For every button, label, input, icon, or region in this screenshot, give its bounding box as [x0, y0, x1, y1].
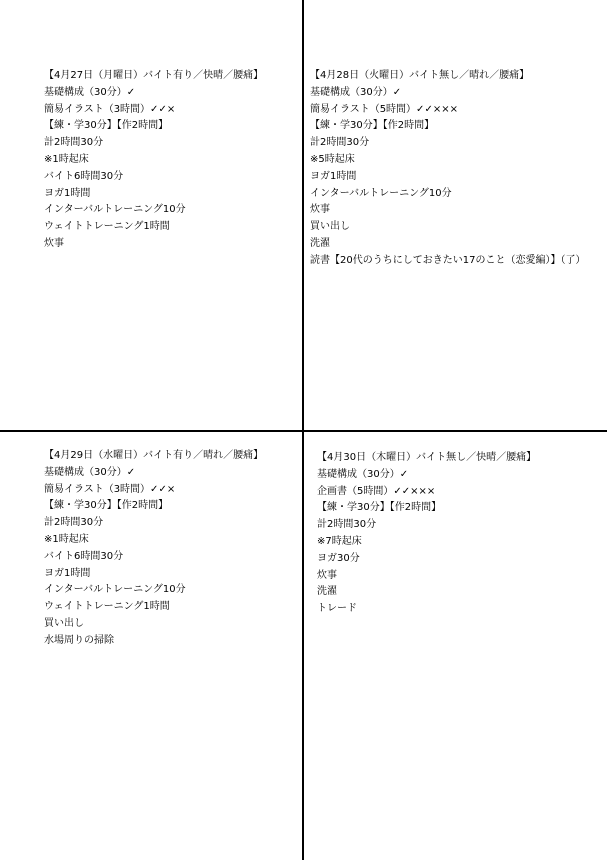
- log-line: ヨガ1時間: [44, 567, 91, 579]
- log-line: 【練・学30分】【作2時間】: [44, 120, 169, 132]
- log-line: ※1時起床: [44, 533, 89, 545]
- log-line: 炊事: [317, 569, 337, 581]
- log-line: ※1時起床: [44, 153, 89, 165]
- log-line: ヨガ30分: [317, 552, 360, 564]
- day-panel-apr-28: [310, 68, 585, 270]
- log-line: インターバルトレーニング10分: [44, 584, 186, 596]
- log-line: 計2時間30分: [317, 519, 377, 531]
- log-line: 計2時間30分: [44, 517, 104, 529]
- log-line: バイト6時間30分: [44, 550, 124, 562]
- log-line: 【練・学30分】【作2時間】: [44, 500, 169, 512]
- day-panel-apr-30: [317, 450, 536, 618]
- panel-header: 【4月30日（木曜日）バイト無し／快晴／腰痛】: [317, 452, 537, 463]
- log-line: 買い出し: [310, 221, 350, 233]
- panel-header: 【4月29日（水曜日）バイト有り／晴れ／腰痛】: [44, 450, 264, 461]
- log-line: 【練・学30分】【作2時間】: [317, 502, 442, 514]
- log-line: トレード: [317, 603, 357, 615]
- log-line: ウェイトトレーニング1時間: [44, 601, 170, 613]
- log-line: 基礎構成（30分）✓: [44, 466, 136, 478]
- log-line: 簡易イラスト（5時間）✓✓×××: [310, 103, 458, 115]
- log-line: 簡易イラスト（3時間）✓✓×: [44, 483, 176, 495]
- log-line: ウェイトトレーニング1時間: [44, 221, 170, 233]
- log-line: 買い出し: [44, 617, 84, 629]
- log-line: 企画書（5時間）✓✓×××: [317, 485, 436, 497]
- log-line: 炊事: [310, 204, 330, 216]
- log-line: ※7時起床: [317, 535, 362, 547]
- log-line: 簡易イラスト（3時間）✓✓×: [44, 103, 176, 115]
- log-line: 計2時間30分: [44, 137, 104, 149]
- log-line: 洗濯: [310, 237, 330, 249]
- log-line: 基礎構成（30分）✓: [317, 468, 409, 480]
- log-line: ヨガ1時間: [310, 170, 357, 182]
- log-line: 計2時間30分: [310, 137, 370, 149]
- log-line: 読書【20代のうちにしておきたい17のこと（恋愛編）】（了）: [310, 254, 586, 266]
- day-panel-apr-29: [44, 448, 263, 650]
- log-line: インターバルトレーニング10分: [310, 187, 452, 199]
- log-line: ※5時起床: [310, 153, 355, 165]
- panel-header: 【4月27日（月曜日）バイト有り／快晴／腰痛】: [44, 70, 264, 81]
- log-line: ヨガ1時間: [44, 187, 91, 199]
- log-line: 【練・学30分】【作2時間】: [310, 120, 435, 132]
- log-line: 基礎構成（30分）✓: [44, 86, 136, 98]
- log-line: 洗濯: [317, 586, 337, 598]
- log-line: 基礎構成（30分）✓: [310, 86, 402, 98]
- panel-header: 【4月28日（火曜日）バイト無し／晴れ／腰痛】: [310, 70, 530, 81]
- log-line: 水場周りの掃除: [44, 634, 114, 646]
- log-line: バイト6時間30分: [44, 170, 124, 182]
- log-line: インターバルトレーニング10分: [44, 204, 186, 216]
- horizontal-divider: [0, 430, 607, 432]
- day-panel-apr-27: [44, 68, 263, 253]
- log-line: 炊事: [44, 237, 64, 249]
